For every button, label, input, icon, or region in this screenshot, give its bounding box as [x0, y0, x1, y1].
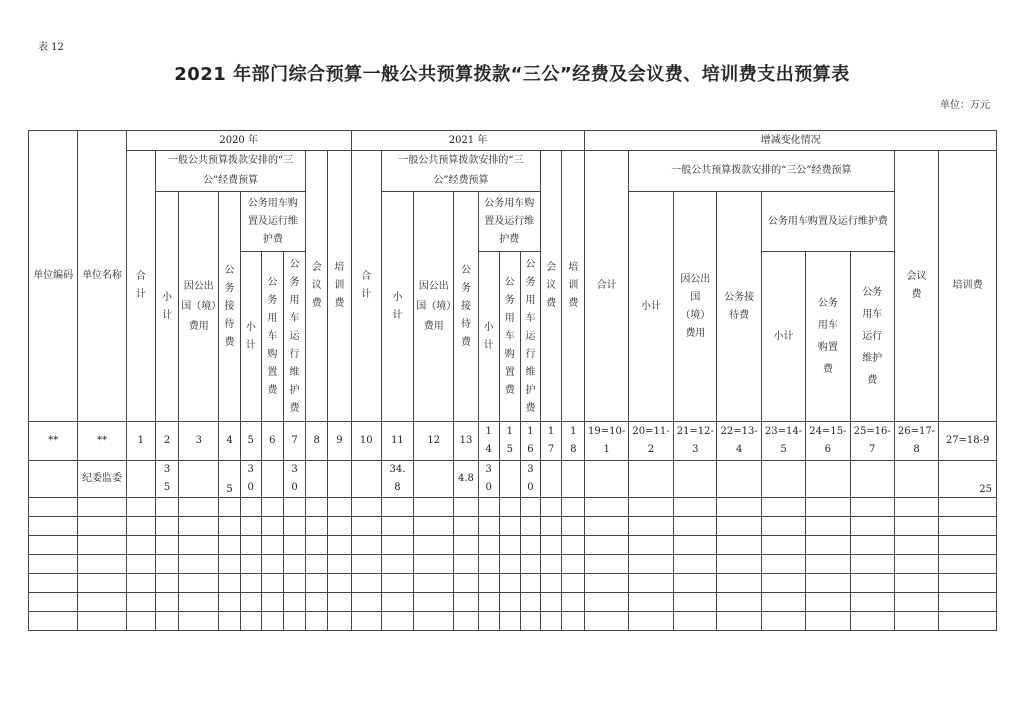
header-change-vehicle: 公务用车购置及运行维护费	[761, 192, 894, 252]
empty-row	[29, 612, 997, 631]
index-cell: **	[29, 422, 78, 461]
cell	[894, 461, 938, 498]
header-2020-vehicle-run: 公务用车运行维护费	[283, 252, 305, 422]
cell	[717, 461, 761, 498]
empty-row	[29, 593, 997, 612]
cell: 30	[283, 461, 305, 498]
index-cell: **	[78, 422, 126, 461]
cell	[306, 461, 328, 498]
cell: 4.8	[454, 461, 478, 498]
cell-unit-code	[29, 461, 78, 498]
index-cell: 8	[306, 422, 328, 461]
index-cell: 5	[240, 422, 261, 461]
index-cell: 23=14-5	[761, 422, 805, 461]
cell	[806, 461, 850, 498]
cell	[499, 461, 520, 498]
cell: 30	[240, 461, 261, 498]
cell	[628, 461, 673, 498]
cell	[541, 461, 562, 498]
empty-row	[29, 536, 997, 555]
header-2020-vehicle-buy: 公务用车购置费	[261, 252, 283, 422]
cell	[850, 461, 894, 498]
cell: 30	[478, 461, 499, 498]
cell: 25	[939, 461, 997, 498]
index-cell: 25=16-7	[850, 422, 894, 461]
index-cell: 27=18-9	[939, 422, 997, 461]
header-unit-code: 单位编码	[29, 131, 78, 422]
index-cell: 26=17-8	[894, 422, 938, 461]
cell	[179, 461, 219, 498]
header-2020: 2020 年	[126, 131, 351, 151]
cell	[126, 461, 155, 498]
header-change-vehicle-subtotal: 小计	[761, 252, 805, 422]
index-cell: 13	[454, 422, 478, 461]
header-2021-vehicle: 公务用车购置及运行维护费	[478, 192, 540, 252]
index-cell: 9	[328, 422, 351, 461]
index-cell: 2	[155, 422, 178, 461]
cell	[351, 461, 381, 498]
cell	[261, 461, 283, 498]
header-2021-reception: 公务接待费	[454, 192, 478, 422]
header-2021-meeting: 会议费	[541, 151, 562, 422]
empty-row	[29, 517, 997, 536]
header-2021-vehicle-run: 公务用车运行维护费	[520, 252, 540, 422]
cell	[414, 461, 454, 498]
header-unit-name: 单位名称	[78, 131, 126, 422]
header-change-subtotal: 小计	[628, 192, 673, 422]
index-cell: 17	[541, 422, 562, 461]
header-2021: 2021 年	[351, 131, 585, 151]
page-title: 2021 年部门综合预算一般公共预算拨款“三公”经费及会议费、培训费支出预算表	[174, 64, 850, 85]
cell: 34.8	[381, 461, 413, 498]
header-2020-reception: 公务接待费	[219, 192, 240, 422]
header-change-abroad: 因公出国（境）费用	[674, 192, 717, 422]
header-change-meeting: 会议费	[894, 151, 938, 422]
index-cell: 12	[414, 422, 454, 461]
header-2021-total: 合计	[351, 151, 381, 422]
header-2021-general: 一般公共预算拨款安排的“三公”经费预算	[381, 151, 540, 192]
budget-table	[28, 130, 997, 631]
header-2020-meeting: 会议费	[306, 151, 328, 422]
index-cell: 24=15-6	[806, 422, 850, 461]
index-cell: 4	[219, 422, 240, 461]
header-change-general: 一般公共预算拨款安排的“三公”经费预算	[628, 151, 894, 192]
header-2020-total: 合计	[126, 151, 155, 422]
unit-label: 单位：万元	[940, 100, 990, 111]
cell	[761, 461, 805, 498]
index-cell: 6	[261, 422, 283, 461]
header-2021-abroad: 因公出国（境）费用	[414, 192, 454, 422]
header-2021-vehicle-subtotal: 小计	[478, 252, 499, 422]
cell-unit-name: 纪委监委	[78, 461, 126, 498]
index-cell: 19=10-1	[585, 422, 628, 461]
column-index-row	[29, 422, 997, 461]
cell	[585, 461, 628, 498]
empty-row	[29, 555, 997, 574]
index-cell: 21=12-3	[674, 422, 717, 461]
index-cell: 22=13-4	[717, 422, 761, 461]
header-2020-subtotal: 小计	[155, 192, 178, 422]
header-2020-vehicle-subtotal: 小计	[240, 252, 261, 422]
index-cell: 1	[126, 422, 155, 461]
header-2020-abroad: 因公出国（境）费用	[179, 192, 219, 422]
header-change-reception: 公务接待费	[717, 192, 761, 422]
index-cell: 11	[381, 422, 413, 461]
empty-row	[29, 574, 997, 593]
header-2021-training: 培训费	[562, 151, 585, 422]
index-cell: 20=11-2	[628, 422, 673, 461]
header-2020-general: 一般公共预算拨款安排的“三公”经费预算	[155, 151, 305, 192]
cell	[674, 461, 717, 498]
index-cell: 7	[283, 422, 305, 461]
index-cell: 10	[351, 422, 381, 461]
cell	[562, 461, 585, 498]
empty-row	[29, 498, 997, 517]
header-change-vehicle-run: 公务用车运行维护费	[850, 252, 894, 422]
index-cell: 14	[478, 422, 499, 461]
header-change-training: 培训费	[939, 151, 997, 422]
index-cell: 18	[562, 422, 585, 461]
index-cell: 3	[179, 422, 219, 461]
table-row	[29, 461, 997, 498]
header-2020-vehicle: 公务用车购置及运行维护费	[240, 192, 306, 252]
cell: 5	[219, 461, 240, 498]
header-change-vehicle-buy: 公务用车购置费	[806, 252, 850, 422]
header-change-total: 合计	[585, 151, 628, 422]
table-number: 表 12	[38, 42, 64, 53]
header-2020-training: 培训费	[328, 151, 351, 422]
cell: 30	[520, 461, 540, 498]
header-2021-subtotal: 小计	[381, 192, 413, 422]
cell	[328, 461, 351, 498]
index-cell: 16	[520, 422, 540, 461]
index-cell: 15	[499, 422, 520, 461]
header-change: 增减变化情况	[585, 131, 997, 151]
header-2021-vehicle-buy: 公务用车购置费	[499, 252, 520, 422]
cell: 35	[155, 461, 178, 498]
